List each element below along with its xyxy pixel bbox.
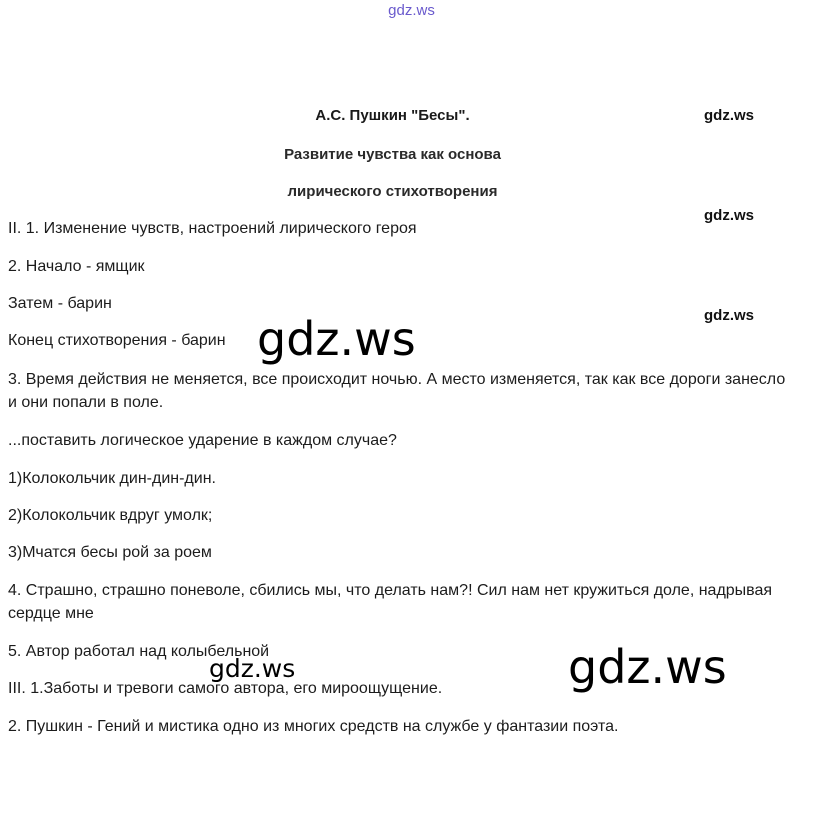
document-title: А.С. Пушкин "Бесы". [315, 107, 470, 124]
text-line: ...поставить логическое ударение в каждом случае? [8, 432, 397, 449]
document-subtitle-line-2: лирического стихотворения [287, 183, 498, 200]
text-line: 2. Пушкин - Гений и мистика одно из многих средств на службе у фантазии поэта. [8, 718, 619, 735]
watermark-medium: gdz.ws [209, 654, 296, 683]
watermark-large-2: gdz.ws [568, 640, 727, 694]
text-line: Конец стихотворения - барин [8, 332, 226, 349]
text-line: 3. Время действия не меняется, все происходит ночью. А место изменяется, так как все дороги занесло и они попали в поле. [8, 371, 786, 411]
watermark-side-2: gdz.ws [704, 207, 755, 224]
text-line: II. 1. Изменение чувств, настроений лирического героя [8, 220, 417, 237]
text-line: 1)Колокольчик дин-дин-дин. [8, 470, 216, 487]
watermark-side-3: gdz.ws [704, 307, 755, 324]
document-subtitle-line-1: Развитие чувства как основа [284, 146, 501, 163]
text-line: Затем - барин [8, 295, 112, 312]
text-line: 2)Колокольчик вдруг умолк; [8, 507, 213, 524]
watermark-top: gdz.ws [388, 2, 435, 19]
text-line: 4. Страшно, страшно поневоле, сбились мы, что делать нам?! Сил нам нет кружиться доле, надрывая сердце мне [8, 582, 773, 622]
watermark-side-1: gdz.ws [704, 107, 755, 124]
watermark-large-1: gdz.ws [257, 312, 416, 366]
text-line: III. 1.Заботы и тревоги самого автора, его мироощущение. [8, 680, 443, 697]
text-line: 2. Начало - ямщик [8, 258, 145, 275]
text-line: 5. Автор работал над колыбельной [8, 643, 270, 660]
text-line: 3)Мчатся бесы рой за роем [8, 544, 212, 561]
